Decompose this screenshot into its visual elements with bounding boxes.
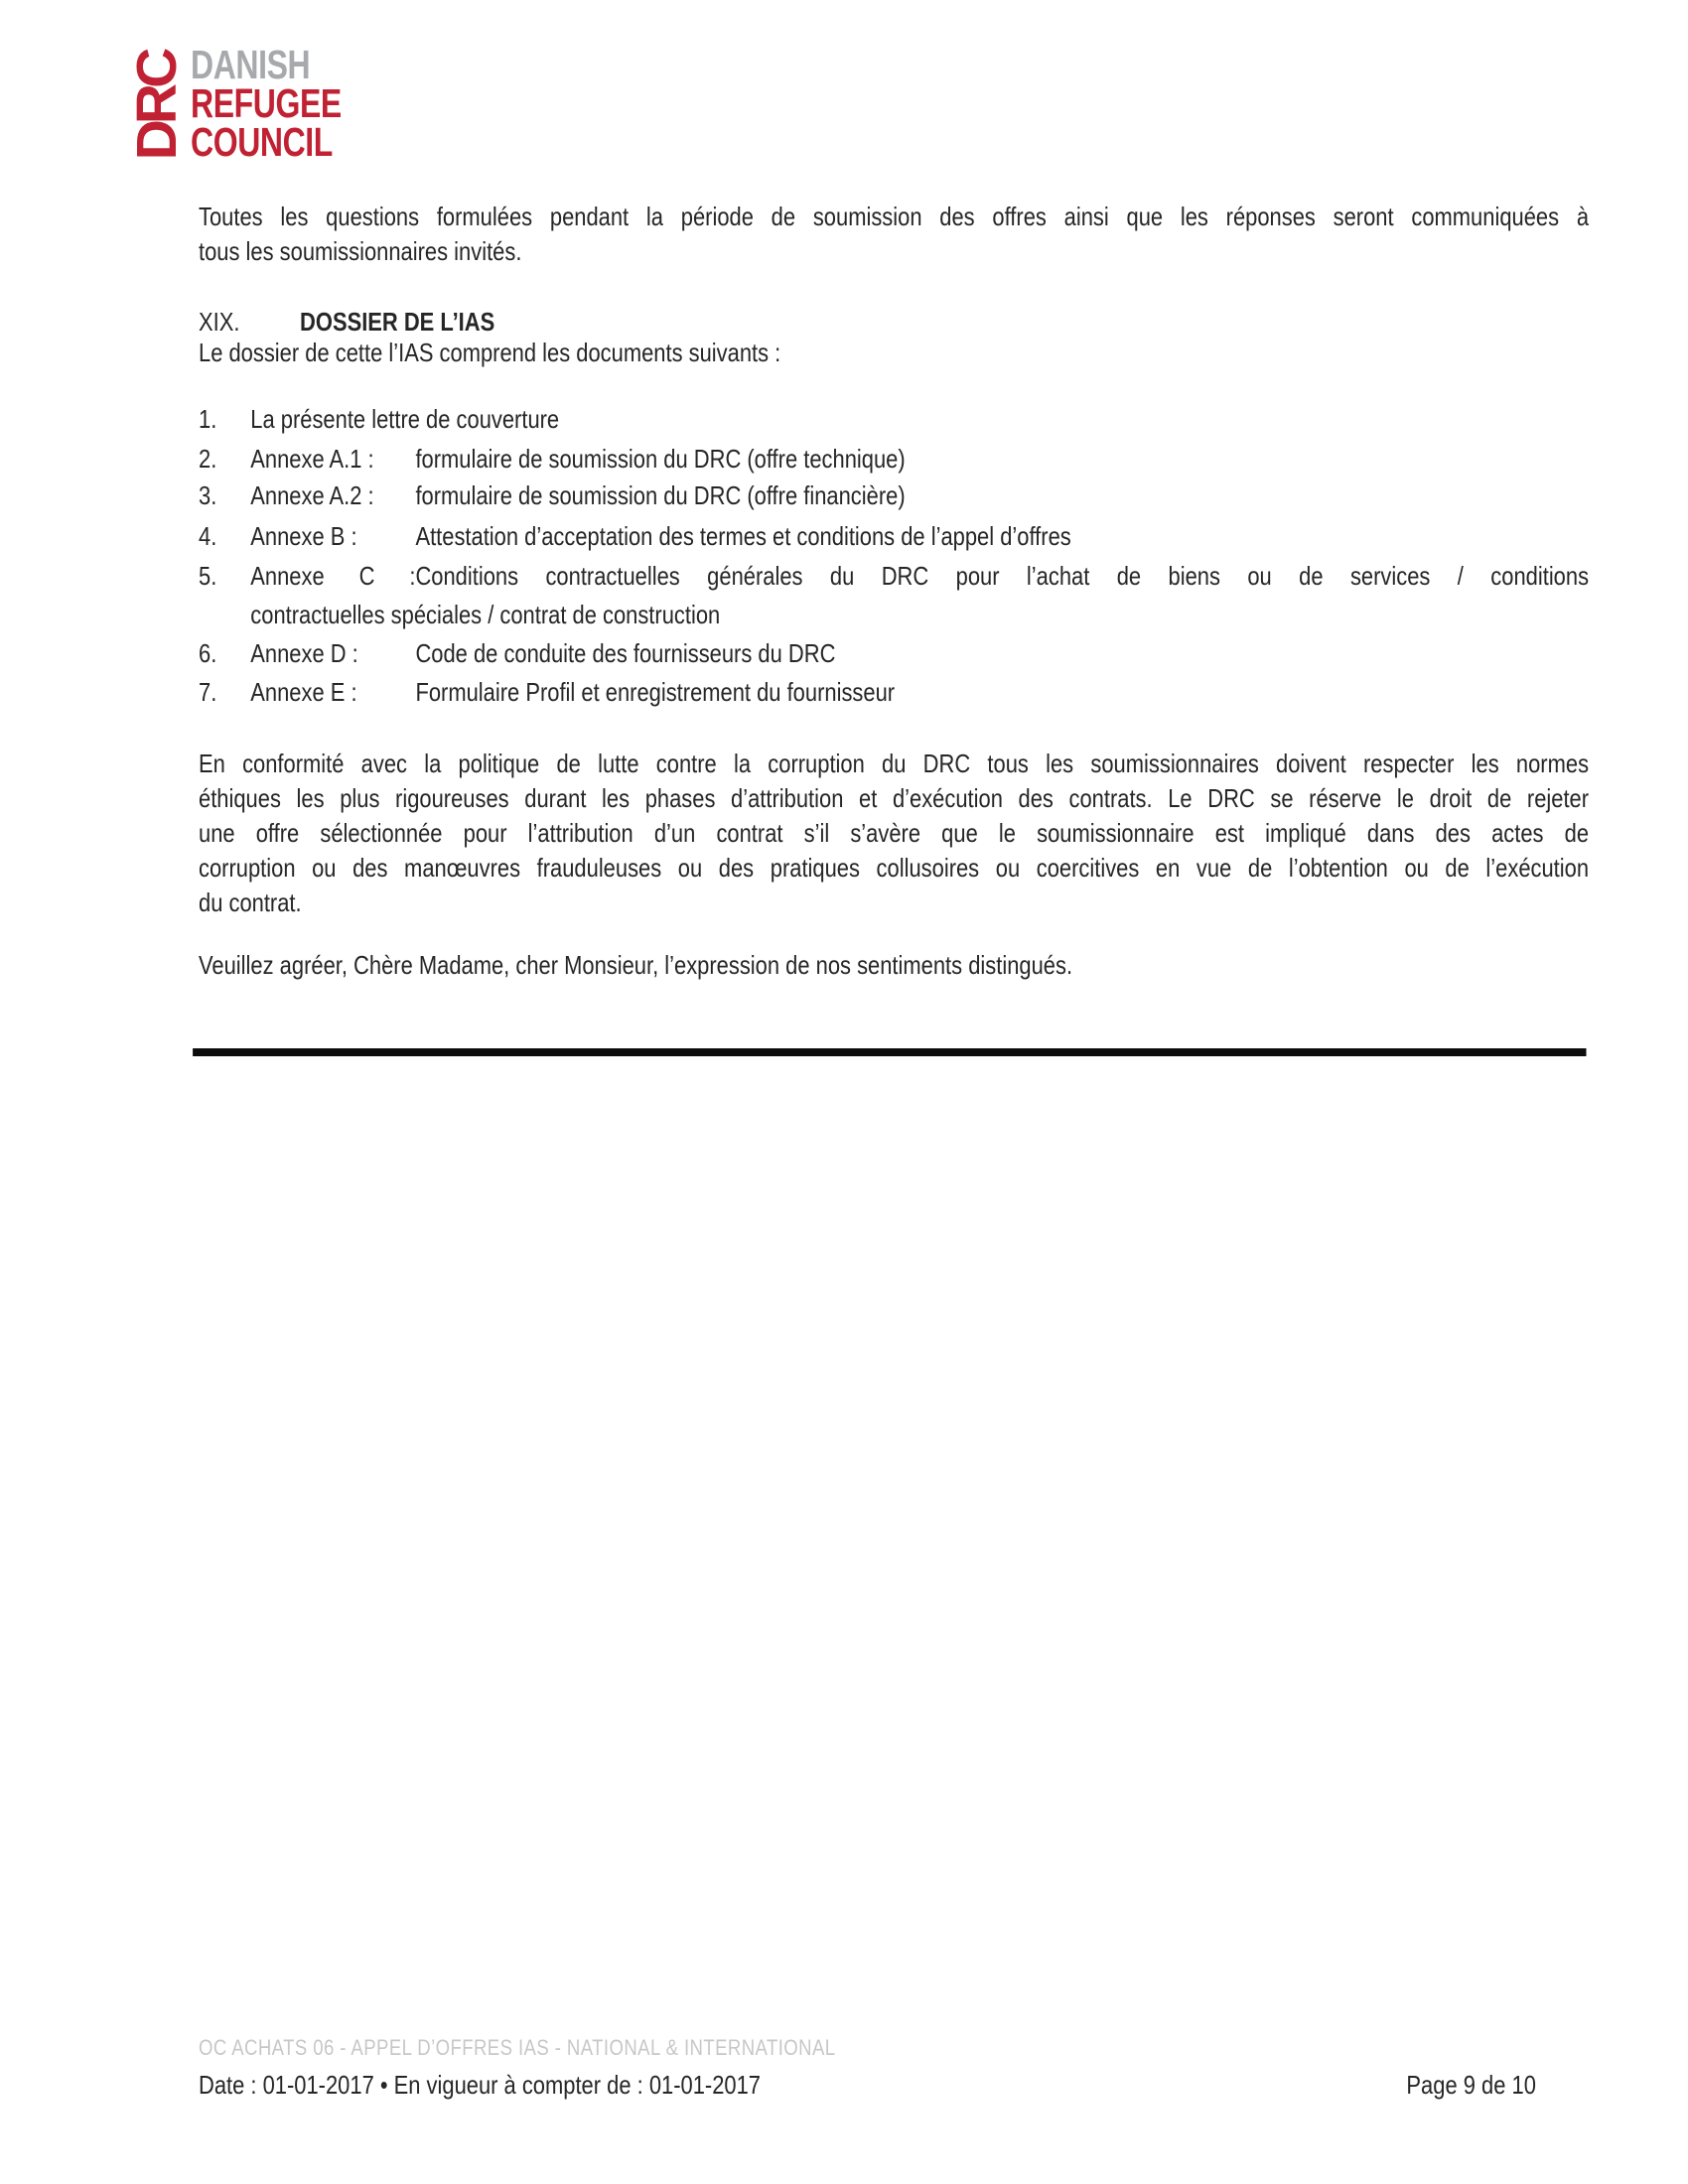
list-item-number: 3. [199,480,217,510]
footer-date: Date : 01-01-2017 • En vigueur à compter de : 01-01-2017 [199,2070,761,2100]
list-item-text: contractuelles spéciales / contrat de construction [250,600,721,629]
section-lead: Le dossier de cette l’IAS comprend les documents suivants : [199,338,781,367]
list-item-text: Formulaire Profil et enregistrement du fournisseur [415,677,896,707]
list-item [199,557,1589,634]
document-body [199,0,1589,2184]
list-item-number: 7. [199,677,217,707]
logo-word-council: COUNCIL [191,119,333,165]
list-item-text: La présente lettre de couverture [250,404,560,434]
section-number: XIX. [199,307,240,337]
section-title: DOSSIER DE L’IAS [300,307,495,337]
horizontal-rule [193,1048,1586,1056]
list-item-number: 6. [199,638,217,668]
list-item-number: 4. [199,521,217,551]
logo-word-danish: DANISH [191,42,311,87]
list-item [199,675,1589,710]
list-item-number: 2. [199,444,217,474]
corruption-paragraph [199,747,1589,920]
drc-logo-acronym: DRC [125,52,189,161]
list-item [199,402,1589,437]
footer-page-number: Page 9 de 10 [1406,2070,1536,2100]
list-item-label: Annexe B : [250,521,357,551]
paragraph-line: tous les soumissionnaires invités. [199,236,522,266]
paragraph-line: une offre sélectionnée pour l’attribution d’un contrat s’il s’avère que le soumissionnaire est impliqué dans des actes de [199,818,1590,848]
list-item-number: 5. [199,561,217,591]
closing-line: Veuillez agréer, Chère Madame, cher Monsieur, l’expression de nos sentiments distingués. [199,950,1073,980]
footer-row [199,2068,1589,2103]
list-item [199,478,1589,513]
paragraph-line: du contrat. [199,887,302,917]
list-item-text: formulaire de soumission du DRC (offre financière) [415,480,906,510]
list-item [199,442,1589,477]
logo-word-refugee: REFUGEE [191,80,342,126]
list-item-number: 1. [199,404,217,434]
list-item-text: formulaire de soumission du DRC (offre technique) [415,444,906,474]
list-item-label: Annexe A.2 : [250,480,374,510]
paragraph-line: Toutes les questions formulées pendant la période de soumission des offres ainsi que les réponses seront communiquées à [199,202,1590,231]
list-item-label: Annexe C : [250,561,416,591]
paragraph-line: En conformité avec la politique de lutte contre la corruption du DRC tous les soumissionnaires doivent respecter les normes [199,749,1590,778]
list-item-text: Conditions contractuelles générales du DRC pour l’achat de biens ou de services / conditions [415,561,1590,591]
list-item-text: Code de conduite des fournisseurs du DRC [415,638,836,668]
list-item-label: Annexe A.1 : [250,444,374,474]
list-item-label: Annexe E : [250,677,357,707]
paragraph-line: éthiques les plus rigoureuses durant les phases d’attribution et d’exécution des contrats. Le DRC se réserve le droit de rejeter [199,783,1590,813]
list-item-label: Annexe D : [250,638,358,668]
intro-paragraph [199,200,1589,269]
footer-reference: OC ACHATS 06 - APPEL D’OFFRES IAS - NATIONAL & INTERNATIONAL [199,2035,836,2060]
list-item [199,636,1589,671]
list-item-text: Attestation d’acceptation des termes et conditions de l’appel d’offres [415,521,1071,551]
list-item [199,519,1589,554]
section-heading [199,305,1589,340]
paragraph-line: corruption ou des manœuvres frauduleuses ou des pratiques collusoires ou coercitives en vue de l’obtention ou de l’exécution [199,853,1590,883]
